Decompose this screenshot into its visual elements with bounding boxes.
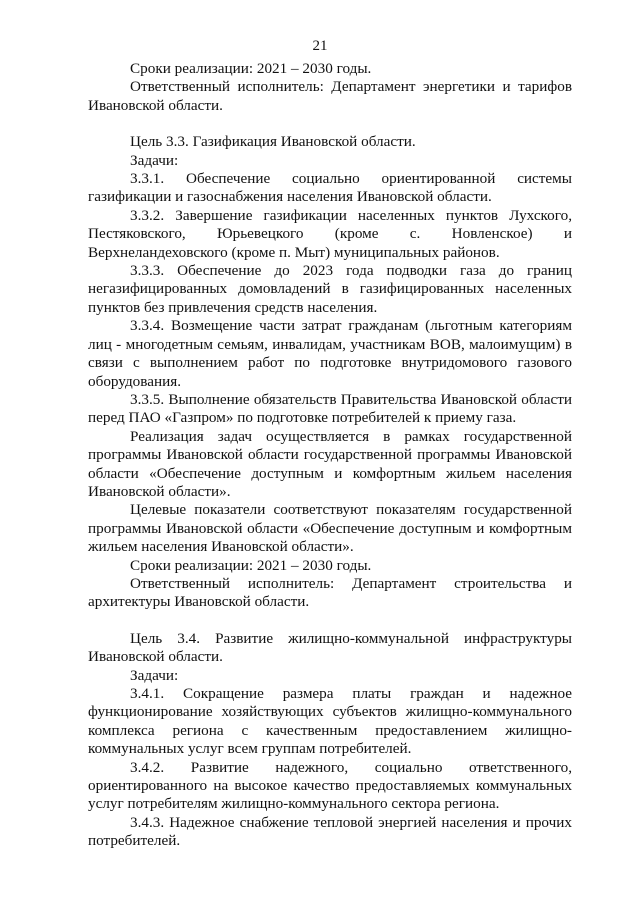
task-3-3-2: 3.3.2. Завершение газификации населенных пунктов Лухского, Пестяковского, Юрьевецкого (кроме с. Новленское) и Верхнеландеховского (кроме п. Мыт) муниципальных районов. (88, 206, 572, 261)
spacer (88, 115, 572, 133)
document-body (88, 60, 572, 851)
page-number: 21 (312, 38, 328, 54)
paragraph-deadline-2: Сроки реализации: 2021 – 2030 годы. (130, 556, 372, 574)
tasks-label: Задачи: (130, 151, 179, 169)
task-3-4-2: 3.4.2. Развитие надежного, социально ответственного, ориентированного на высокое качество предоставляемых коммунальных услуг потребителям жилищно-коммунального сектора региона. (88, 758, 572, 813)
task-3-4-1: 3.4.1. Сокращение размера платы граждан и надежное функционирование хозяйствующих субъектов жилищно-коммунального комплекса региона с качественным предоставлением жилищно-коммунальных услуг всем группам потребителей. (88, 685, 572, 758)
task-3-3-4: 3.3.4. Возмещение части затрат гражданам (льготным категориям лиц - многодетным семьям, инвалидам, участникам ВОВ, малоимущим) в связи с выполнением работ по подготовке внутридомового газового оборудования. (88, 317, 572, 390)
task-3-3-5: 3.3.5. Выполнение обязательств Правительства Ивановской области перед ПАО «Газпром» по подготовке потребителей к приему газа. (88, 390, 572, 427)
paragraph-deadline: Сроки реализации: 2021 – 2030 годы. (130, 60, 372, 77)
paragraph-targets: Целевые показатели соответствуют показателям государственной программы Ивановской области «Обеспечение доступным и комфортным жильем населения Ивановской области». (88, 501, 572, 556)
paragraph-responsible-2: Ответственный исполнитель: Департамент строительства и архитектуры Ивановской области. (88, 574, 572, 611)
tasks-label-2: Задачи: (130, 666, 179, 684)
paragraph-implementation: Реализация задач осуществляется в рамках государственной программы Ивановской области государственной программы Ивановской области «Обеспечение доступным и комфортным жильем населения Ивановской области». (88, 427, 572, 500)
spacer (88, 612, 572, 630)
task-3-4-3: 3.4.3. Надежное снабжение тепловой энергией населения и прочих потребителей. (88, 813, 572, 850)
goal-heading-3-3: Цель 3.3. Газификация Ивановской области. (130, 133, 416, 151)
goal-heading-3-4: Цель 3.4. Развитие жилищно-коммунальной инфраструктуры Ивановской области. (88, 629, 572, 666)
task-3-3-1: 3.3.1. Обеспечение социально ориентированной системы газификации и газоснабжения населения Ивановской области. (88, 170, 572, 206)
paragraph-responsible: Ответственный исполнитель: Департамент энергетики и тарифов Ивановской области. (88, 78, 572, 114)
task-3-3-3: 3.3.3. Обеспечение до 2023 года подводки газа до границ негазифицированных домовладений в газифицированных населенных пунктов без привлечения средств населения. (88, 262, 572, 316)
